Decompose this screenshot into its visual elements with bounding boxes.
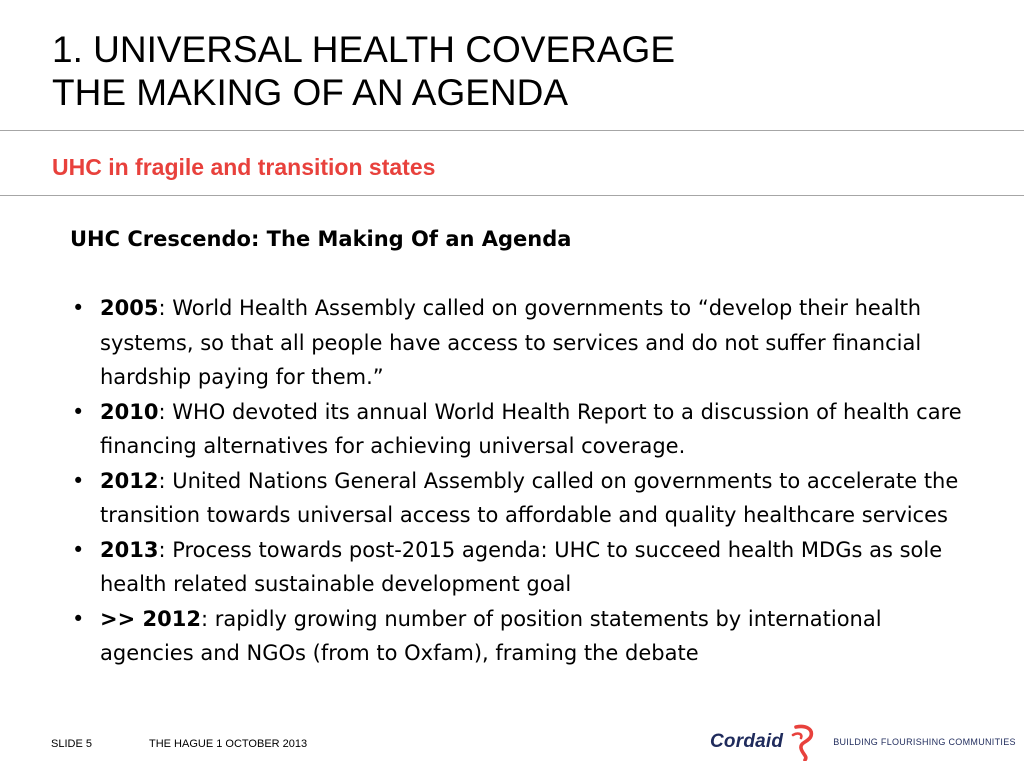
footer-place-date: THE HAGUE 1 OCTOBER 2013: [149, 738, 308, 750]
bullet-text: : World Health Assembly called on governments to “develop their health systems, so that all people have access to services and do not suffer financial hardship paying for them.”: [100, 296, 922, 389]
bullet-icon: •: [72, 296, 85, 320]
bullet-lead: 2010: [100, 399, 159, 424]
bullet-lead: 2013: [100, 537, 159, 562]
brand-block: [710, 722, 1016, 762]
bullet-item-after-2012: [70, 602, 970, 671]
bullet-lead: 2005: [100, 296, 159, 320]
top-divider: [0, 130, 1024, 131]
body-heading: UHC Crescendo: The Making Of an Agenda: [70, 227, 572, 251]
bullet-icon: •: [72, 468, 85, 493]
slide-title-line-2: THE MAKING OF AN AGENDA: [52, 72, 569, 113]
slide-title-line-1: 1. UNIVERSAL HEALTH COVERAGE: [52, 29, 676, 70]
brand-tagline: BUILDING FLOURISHING COMMUNITIES: [833, 737, 1016, 747]
bullet-item-2005: [70, 291, 970, 395]
bullet-item-2012: [70, 464, 970, 533]
bullet-icon: •: [72, 537, 85, 562]
slide-number: SLIDE 5: [51, 738, 92, 750]
cordaid-swirl-icon: [789, 723, 819, 761]
subtitle-divider: [0, 195, 1024, 196]
bullet-text: : WHO devoted its annual World Health Report to a discussion of health care financing alternatives for achieving universal coverage.: [100, 399, 962, 458]
bullet-list: [70, 291, 970, 671]
bullet-item-2013: [70, 533, 970, 602]
bullet-item-2010: [70, 395, 970, 464]
bullet-icon: •: [72, 399, 85, 424]
slide-body: [70, 222, 970, 671]
brand-wordmark: Cordaid: [710, 731, 784, 752]
bullet-lead: >> 2012: [100, 606, 201, 631]
slide-subtitle: UHC in fragile and transition states: [52, 154, 436, 180]
bullet-text: : rapidly growing number of position statements by international agencies and NGOs (from to Oxfam), framing the debate: [100, 606, 882, 665]
bullet-lead: 2012: [100, 468, 159, 493]
bullet-icon: •: [72, 606, 85, 631]
bullet-text: : Process towards post-2015 agenda: UHC to succeed health MDGs as sole health related sustainable development goal: [100, 537, 943, 596]
slide-title: [52, 28, 675, 114]
bullet-text: : United Nations General Assembly called on governments to accelerate the transition towards universal access to affordable and quality healthcare services: [100, 468, 959, 527]
